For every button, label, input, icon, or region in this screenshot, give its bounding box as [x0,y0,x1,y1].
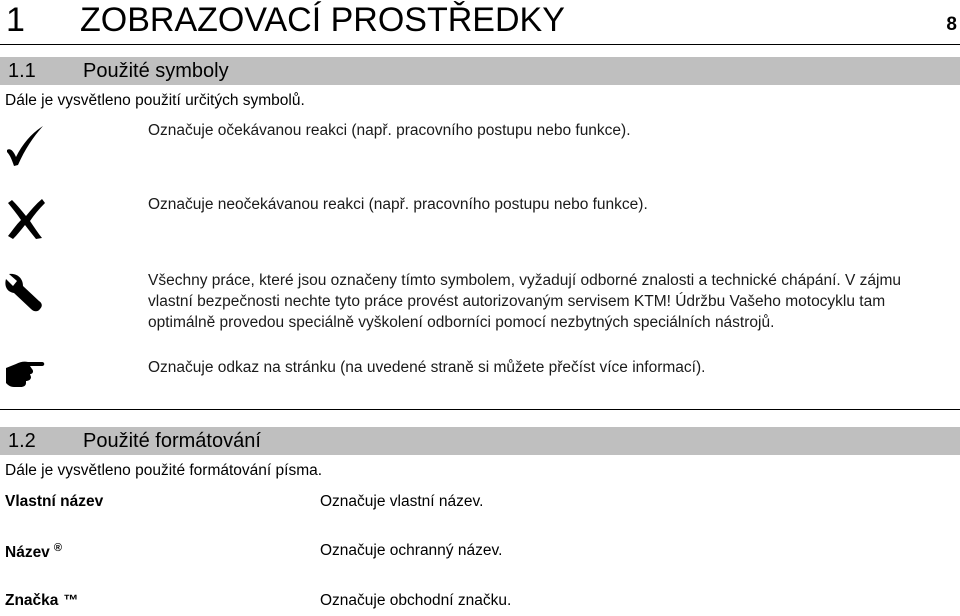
section-intro: Dále je vysvětleno použité formátování písma. [5,462,323,479]
term-label: Název [5,544,50,562]
format-description: Označuje obchodní značku. [320,592,512,609]
section-divider [0,409,960,410]
chapter-title: ZOBRAZOVACÍ PROSTŘEDKY [80,1,565,39]
chapter-number: 1 [6,1,25,39]
format-description: Označuje vlastní název. [320,493,484,510]
term-label: Vlastní název [5,493,104,510]
section-title: Použité formátování [83,430,261,452]
symbol-description: Označuje odkaz na stránku (na uvedené straně si můžete přečíst více informací). [148,359,706,376]
section-intro: Dále je vysvětleno použití určitých symbolů. [5,92,305,109]
page-number: 8 [946,14,957,35]
trademark-mark: ™ [63,592,79,609]
symbol-description: Označuje neočekávanou reakci (např. pracovního postupu nebo funkce). [148,196,648,213]
term-label: Značka [5,592,59,609]
section-title: Použité symboly [83,60,229,82]
format-term [5,542,62,562]
registered-mark: ® [53,542,62,554]
format-description: Označuje ochranný název. [320,542,503,559]
pointing-hand-icon [4,356,46,390]
section-number: 1.1 [8,60,36,82]
checkmark-icon [4,124,46,168]
symbol-description: Označuje očekávanou reakci (např. pracovního postupu nebo funkce). [148,122,631,139]
section-number: 1.2 [8,430,36,452]
wrench-icon [4,270,46,314]
header-rule [0,44,960,45]
format-term [5,592,78,610]
cross-icon [4,196,46,240]
format-term [5,493,103,511]
symbol-description: Všechny práce, které jsou označeny tímto symbolem, vyžadují odborné znalosti a technické chápání. V zájmu vlastní bezpečnosti nechte tyto práce provést autorizovaným servisem KTM! Údržbu Vašeho motocyklu tam optimálně provedou speciálně vyškolení odborníci pomocí nezbytných speciálních nástrojů. [148,272,901,331]
